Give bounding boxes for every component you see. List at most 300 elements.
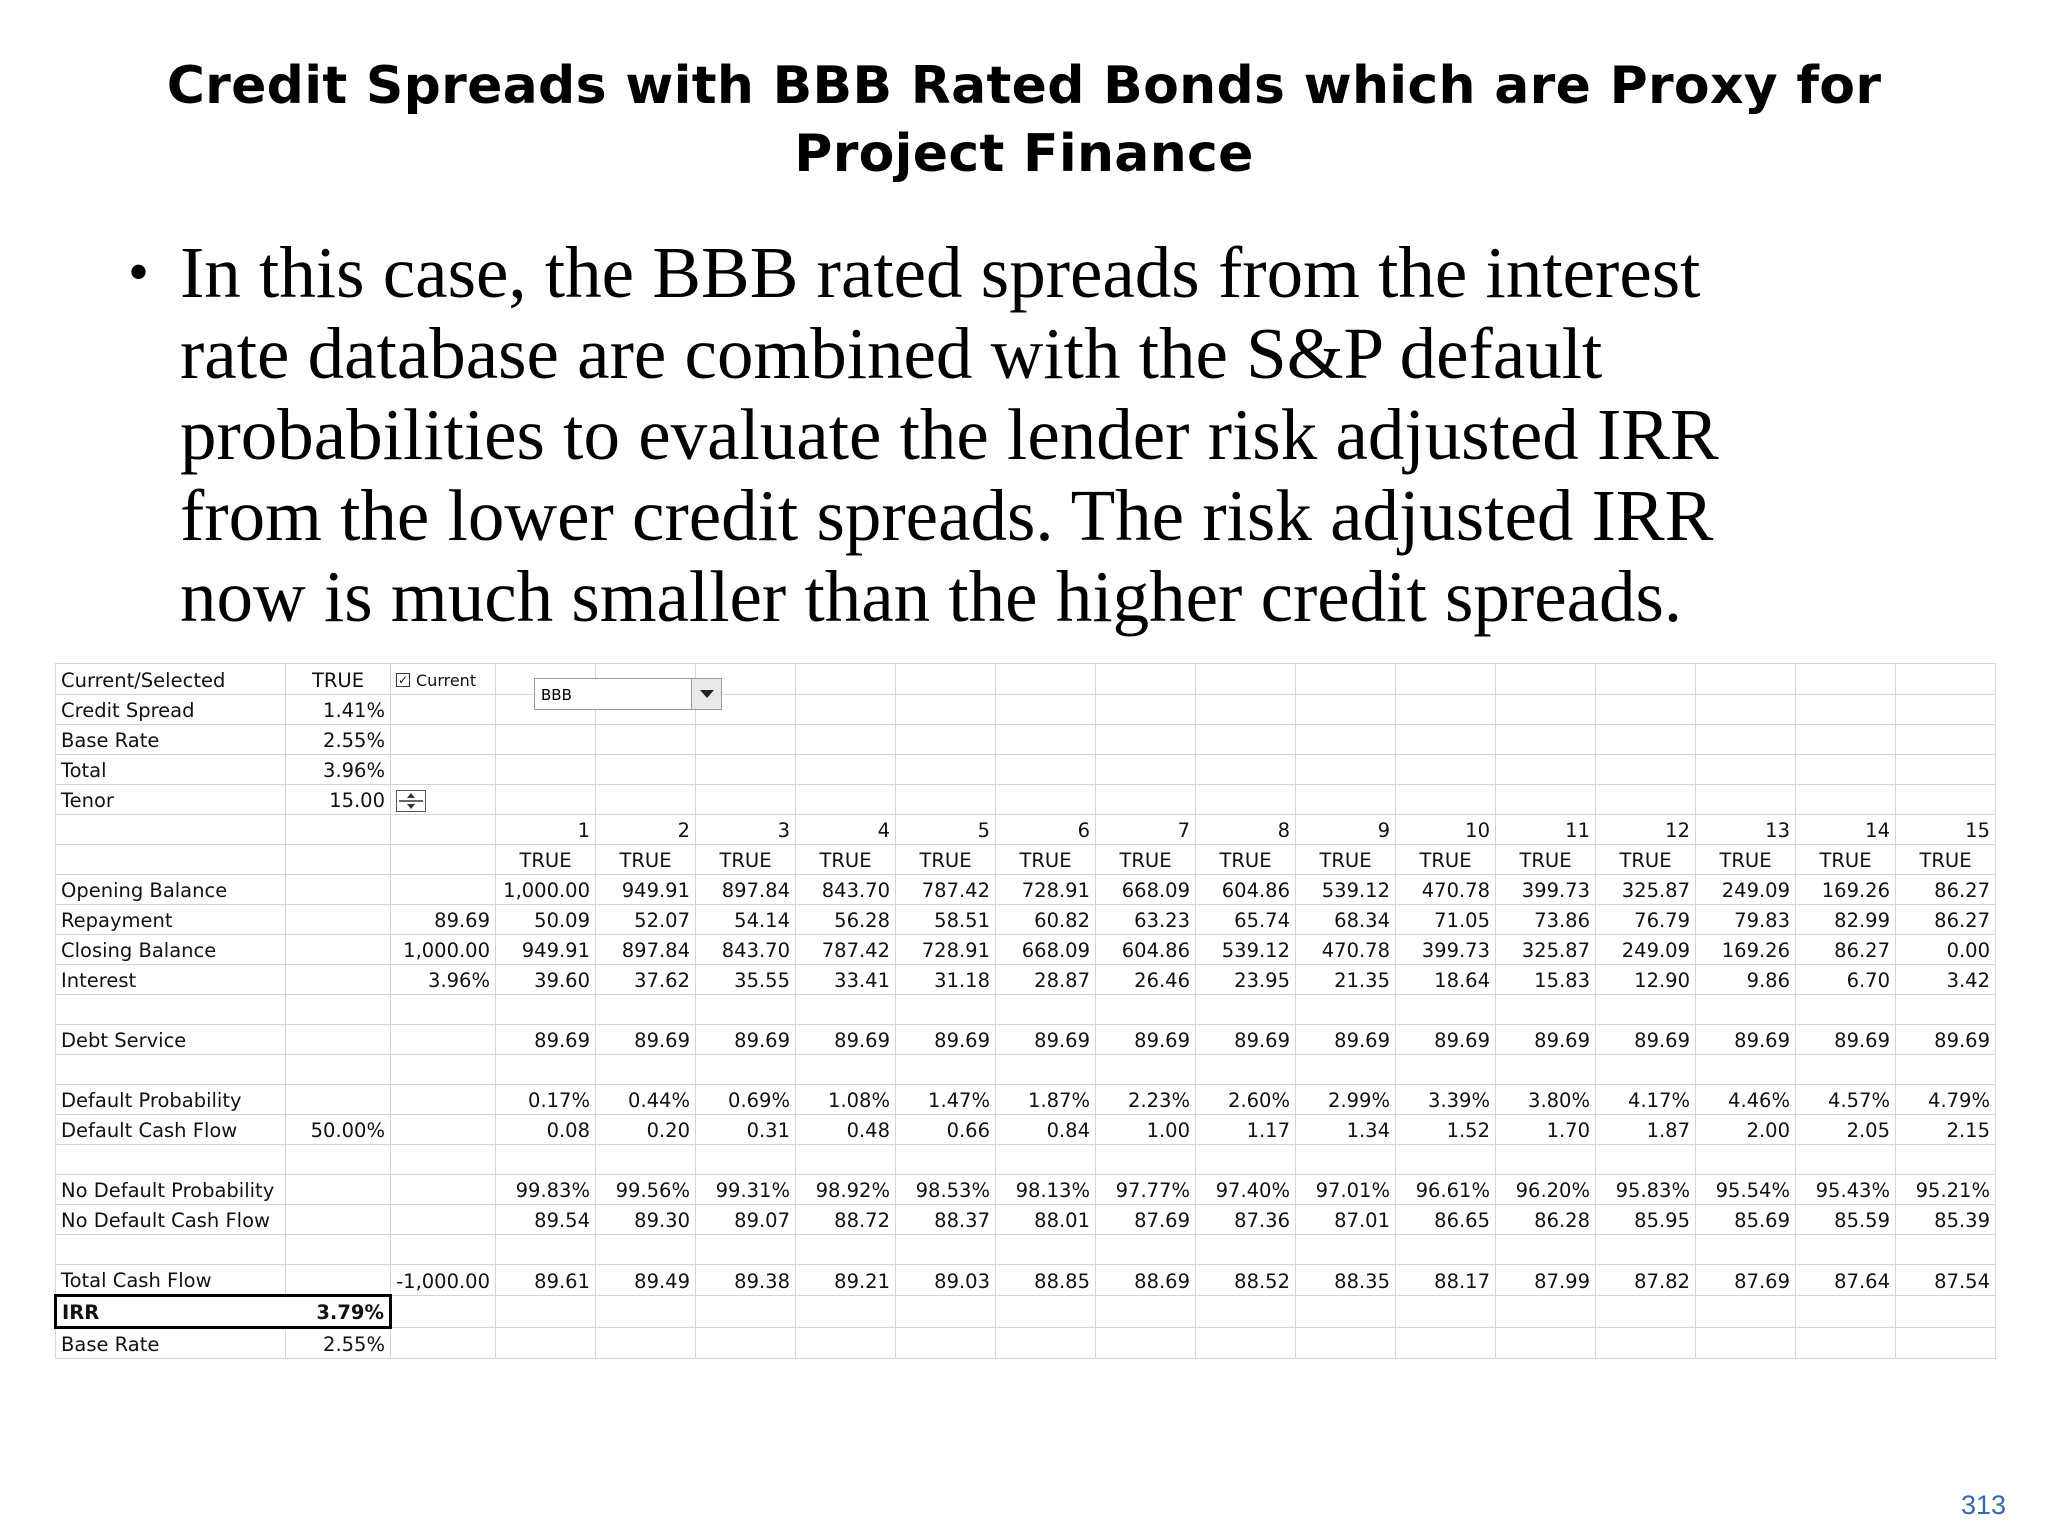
value-cell: 843.70 [796,874,896,904]
row-label: Default Cash Flow [56,1114,286,1144]
value-cell: 99.56% [596,1174,696,1204]
value-cell: 0.08 [496,1114,596,1144]
value-cell: 39.60 [496,964,596,994]
page-number: 313 [1960,1490,2006,1520]
value-cell: 58.51 [896,904,996,934]
bullet-line: rate database are combined with the S&P default [180,313,1603,394]
value-cell: 89.38 [696,1264,796,1295]
row-repayment [56,904,1996,934]
result-base-rate-label: Base Rate [56,1327,286,1358]
cell [896,1234,996,1264]
value-cell: 89.69 [1696,1024,1796,1054]
value-cell: 96.61% [1396,1174,1496,1204]
value-cell: 6.70 [1796,964,1896,994]
value-cell: 89.30 [596,1204,696,1234]
flag-cell: TRUE [896,844,996,874]
value-cell: 3.39% [1396,1084,1496,1114]
value-cell: 68.34 [1296,904,1396,934]
value-cell: 37.62 [596,964,696,994]
current-checkbox[interactable] [396,667,476,694]
value-cell: 89.69 [496,1024,596,1054]
value-cell: 85.69 [1696,1204,1796,1234]
cell [896,1144,996,1174]
value-cell: 2.23% [1096,1084,1196,1114]
rating-dropdown-value: BBB [541,686,572,704]
value-cell: 2.15 [1896,1114,1996,1144]
row-total [56,754,1996,784]
value-cell: 71.05 [1396,904,1496,934]
value-cell: 88.37 [896,1204,996,1234]
value-cell: 1.47% [896,1084,996,1114]
cell [1196,994,1296,1024]
row-label: Repayment [56,904,286,934]
value-cell: 325.87 [1496,934,1596,964]
value-cell: 87.64 [1796,1264,1896,1295]
value-cell: 35.55 [696,964,796,994]
cell [596,994,696,1024]
value-cell: 26.46 [1096,964,1196,994]
value-cell: 949.91 [496,934,596,964]
value-cell: 668.09 [1096,874,1196,904]
checkbox-checked-icon[interactable]: ✓ [397,673,409,687]
cell [796,1144,896,1174]
cell [391,1174,496,1204]
value-cell: 249.09 [1596,934,1696,964]
value-cell: 63.23 [1096,904,1196,934]
value-cell: 249.09 [1696,874,1796,904]
flag-cell: TRUE [1296,844,1396,874]
row-blank [56,1234,1996,1264]
value-cell: 3.80% [1496,1084,1596,1114]
value-cell: 0.20 [596,1114,696,1144]
period-header: 8 [1196,814,1296,844]
slide-title [0,52,2048,188]
value-cell: 89.54 [496,1204,596,1234]
cell [286,994,391,1024]
cell [1596,994,1696,1024]
cell [896,1054,996,1084]
cell [1796,1054,1896,1084]
value-cell: 0.31 [696,1114,796,1144]
cell [1196,1144,1296,1174]
value-cell: 21.35 [1296,964,1396,994]
cell [796,1234,896,1264]
cell [56,844,286,874]
value-cell: 89.61 [496,1264,596,1295]
row-no-default-probability [56,1174,1996,1204]
cell [596,1054,696,1084]
value-cell: 897.84 [596,934,696,964]
value-cell: 89.69 [1496,1024,1596,1054]
value-cell: 79.83 [1696,904,1796,934]
cell [391,994,496,1024]
value-cell: 604.86 [1196,874,1296,904]
row-label: Opening Balance [56,874,286,904]
value-cell: 89.69 [1296,1024,1396,1054]
value-cell: 87.36 [1196,1204,1296,1234]
value-cell: 325.87 [1596,874,1696,904]
value-cell: 85.59 [1796,1204,1896,1234]
cell [391,874,496,904]
value-cell: 1.52 [1396,1114,1496,1144]
value-cell: 95.54% [1696,1174,1796,1204]
row-default-probability [56,1084,1996,1114]
value-cell: 28.87 [996,964,1096,994]
value-cell: 33.41 [796,964,896,994]
period-header: 3 [696,814,796,844]
value-cell: 169.26 [1696,934,1796,964]
value-cell: 1.70 [1496,1114,1596,1144]
current-selected-value[interactable]: TRUE [286,664,391,695]
result-base-rate-value: 2.55% [286,1327,391,1358]
row-irr [56,1295,1996,1327]
cell [286,1054,391,1084]
value-cell: 4.79% [1896,1084,1996,1114]
cell [391,1054,496,1084]
value-cell: 89.07 [696,1204,796,1234]
value-cell: 99.83% [496,1174,596,1204]
cell [391,1114,496,1144]
bullet-line: In this case, the BBB rated spreads from the interest [180,232,1701,313]
cell [1296,1054,1396,1084]
value-cell: 88.52 [1196,1264,1296,1295]
cell [1196,1234,1296,1264]
value-cell: 31.18 [896,964,996,994]
value-cell: 2.05 [1796,1114,1896,1144]
row-label: Interest [56,964,286,994]
cell [1096,994,1196,1024]
cell [1896,994,1996,1024]
row-debt-service [56,1024,1996,1054]
value-cell: 2.00 [1696,1114,1796,1144]
spinner-icon[interactable] [396,790,426,812]
value-cell: 76.79 [1596,904,1696,934]
flag-cell: TRUE [1396,844,1496,874]
cell [696,1234,796,1264]
row-credit-spread [56,694,1996,724]
value-cell: 2.60% [1196,1084,1296,1114]
value-cell: 88.01 [996,1204,1096,1234]
value-cell: 169.26 [1796,874,1896,904]
cell [1096,1144,1196,1174]
period-header: 10 [1396,814,1496,844]
cell [996,1234,1096,1264]
value-cell: 89.69 [1896,1024,1996,1054]
value-cell: 0.17% [496,1084,596,1114]
row-label: Current/Selected [56,664,286,695]
flag-cell: TRUE [696,844,796,874]
value-cell: 89.69 [596,1024,696,1054]
flag-cell: TRUE [1796,844,1896,874]
value-cell: 89.69 [896,1024,996,1054]
cell [1696,994,1796,1024]
value-cell: 1.34 [1296,1114,1396,1144]
row-periods [56,814,1996,844]
cell [1596,1054,1696,1084]
period-header: 12 [1596,814,1696,844]
value-cell: 96.20% [1496,1174,1596,1204]
period-header: 9 [1296,814,1396,844]
row-label: Total [56,754,286,784]
chevron-down-icon[interactable] [691,679,721,709]
row-result-base-rate [56,1327,1996,1358]
value-cell: 98.53% [896,1174,996,1204]
value-cell: 89.69 [1396,1024,1496,1054]
cell [1296,1234,1396,1264]
value-cell: 54.14 [696,904,796,934]
value-cell: 897.84 [696,874,796,904]
cell [1096,1234,1196,1264]
cell [286,934,391,964]
bullet-line: from the lower credit spreads. The risk adjusted IRR [180,475,1714,556]
value-cell: 604.86 [1096,934,1196,964]
period-header: 7 [1096,814,1196,844]
cell [496,1234,596,1264]
row-opening-balance [56,874,1996,904]
period-header: 11 [1496,814,1596,844]
cell [1696,1234,1796,1264]
value-cell: 470.78 [1296,934,1396,964]
value-cell: 88.17 [1396,1264,1496,1295]
value-cell: 89.69 [1596,1024,1696,1054]
value-cell: 787.42 [896,874,996,904]
value-cell: 87.69 [1696,1264,1796,1295]
initial-value: 89.69 [391,904,496,934]
value-cell: 85.95 [1596,1204,1696,1234]
credit-spread-value[interactable]: 1.41% [286,694,391,724]
value-cell: 85.39 [1896,1204,1996,1234]
row-label: Credit Spread [56,694,286,724]
value-cell: 728.91 [996,874,1096,904]
cell [1596,1234,1696,1264]
cell [286,1144,391,1174]
cell [286,1204,391,1234]
flag-cell: TRUE [596,844,696,874]
value-cell: 97.40% [1196,1174,1296,1204]
recovery-rate-value: 50.00% [286,1114,391,1144]
row-current-selected [56,664,1996,695]
cell [996,1054,1096,1084]
cell [286,1084,391,1114]
value-cell: 98.13% [996,1174,1096,1204]
value-cell: 1.08% [796,1084,896,1114]
value-cell: 87.69 [1096,1204,1196,1234]
row-tenor [56,784,1996,814]
cell [286,1174,391,1204]
rating-dropdown[interactable] [534,678,722,710]
value-cell: 86.65 [1396,1204,1496,1234]
cell [1196,1054,1296,1084]
cell [1396,994,1496,1024]
row-base-rate [56,724,1996,754]
period-header: 15 [1896,814,1996,844]
value-cell: 0.66 [896,1114,996,1144]
cell [1796,1144,1896,1174]
cell [1496,1234,1596,1264]
cell [1596,1144,1696,1174]
value-cell: 87.99 [1496,1264,1596,1295]
cell [1396,1054,1496,1084]
cell [796,994,896,1024]
value-cell: 18.64 [1396,964,1496,994]
spreadsheet-table [54,663,1996,1359]
value-cell: 0.69% [696,1084,796,1114]
cell [1396,1234,1496,1264]
value-cell: 728.91 [896,934,996,964]
value-cell: 88.85 [996,1264,1096,1295]
cell [496,1054,596,1084]
cell [496,994,596,1024]
value-cell: 2.99% [1296,1084,1396,1114]
cell [286,904,391,934]
flag-cell: TRUE [1896,844,1996,874]
period-header: 13 [1696,814,1796,844]
cell [1896,1234,1996,1264]
value-cell: 56.28 [796,904,896,934]
flag-cell: TRUE [796,844,896,874]
cell [996,1144,1096,1174]
value-cell: 15.83 [1496,964,1596,994]
value-cell: 50.09 [496,904,596,934]
period-header: 14 [1796,814,1896,844]
bullet-text [180,232,1719,637]
cell [286,1264,391,1295]
cell [1796,994,1896,1024]
value-cell: 98.92% [796,1174,896,1204]
value-cell: 95.21% [1896,1174,1996,1204]
value-cell: 1.17 [1196,1114,1296,1144]
value-cell: 12.90 [1596,964,1696,994]
value-cell: 843.70 [696,934,796,964]
value-cell: 88.35 [1296,1264,1396,1295]
cell [286,964,391,994]
tenor-spinner-cell [391,784,496,814]
value-cell: 399.73 [1396,934,1496,964]
cell [1496,1144,1596,1174]
value-cell: 87.54 [1896,1264,1996,1295]
cell [1396,1144,1496,1174]
cell [1496,994,1596,1024]
row-label: Base Rate [56,724,286,754]
value-cell: 89.03 [896,1264,996,1295]
value-cell: 87.82 [1596,1264,1696,1295]
value-cell: 60.82 [996,904,1096,934]
cell [596,1234,696,1264]
value-cell: 399.73 [1496,874,1596,904]
value-cell: 0.84 [996,1114,1096,1144]
value-cell: 0.48 [796,1114,896,1144]
value-cell: 4.46% [1696,1084,1796,1114]
base-rate-value[interactable]: 2.55% [286,724,391,754]
value-cell: 787.42 [796,934,896,964]
cell [286,844,391,874]
checkbox-label: Current [416,670,477,690]
flag-cell: TRUE [1096,844,1196,874]
row-label: Total Cash Flow [56,1264,286,1295]
cell [391,1084,496,1114]
value-cell: 88.69 [1096,1264,1196,1295]
cell [1096,1054,1196,1084]
cell [496,1144,596,1174]
value-cell: 4.17% [1596,1084,1696,1114]
value-cell: 89.69 [796,1024,896,1054]
value-cell: 668.09 [996,934,1096,964]
cell [391,1204,496,1234]
current-checkbox-cell [391,664,496,695]
slide-title-line-1: Credit Spreads with BBB Rated Bonds which are Proxy for [166,56,1882,116]
irr-label: IRR [56,1295,286,1327]
cell [56,1054,286,1084]
value-cell: 9.86 [1696,964,1796,994]
cell [56,994,286,1024]
irr-value: 3.79% [286,1295,391,1327]
value-cell: 89.69 [1196,1024,1296,1054]
value-cell: 1.87 [1596,1114,1696,1144]
row-label: Debt Service [56,1024,286,1054]
flag-cell: TRUE [1496,844,1596,874]
cell [286,1024,391,1054]
row-no-default-cash-flow [56,1204,1996,1234]
row-closing-balance [56,934,1996,964]
row-flags [56,844,1996,874]
cell [56,1144,286,1174]
value-cell: 1,000.00 [496,874,596,904]
value-cell: 23.95 [1196,964,1296,994]
value-cell: 1.00 [1096,1114,1196,1144]
value-cell: 949.91 [596,874,696,904]
value-cell: 95.83% [1596,1174,1696,1204]
value-cell: 86.28 [1496,1204,1596,1234]
cell [56,814,286,844]
cell [1796,1234,1896,1264]
cell [286,1234,391,1264]
row-label: No Default Probability [56,1174,286,1204]
tenor-value[interactable]: 15.00 [286,784,391,814]
value-cell: 97.01% [1296,1174,1396,1204]
initial-value: 1,000.00 [391,934,496,964]
cell [1296,1144,1396,1174]
cell [996,994,1096,1024]
value-cell: 1.87% [996,1084,1096,1114]
row-interest [56,964,1996,994]
row-label: Default Probability [56,1084,286,1114]
cell [391,814,496,844]
cell [596,1144,696,1174]
flag-cell: TRUE [496,844,596,874]
bullet-line: probabilities to evaluate the lender risk adjusted IRR [180,394,1719,475]
initial-value: -1,000.00 [391,1264,496,1295]
cell [1296,994,1396,1024]
value-cell: 89.69 [996,1024,1096,1054]
value-cell: 0.44% [596,1084,696,1114]
cell [1696,1054,1796,1084]
value-cell: 0.00 [1896,934,1996,964]
value-cell: 470.78 [1396,874,1496,904]
cell [796,1054,896,1084]
period-header: 2 [596,814,696,844]
value-cell: 95.43% [1796,1174,1896,1204]
row-label: No Default Cash Flow [56,1204,286,1234]
cell [391,1234,496,1264]
value-cell: 86.27 [1796,934,1896,964]
value-cell: 89.69 [696,1024,796,1054]
bullet-marker: • [128,239,150,305]
cell [896,994,996,1024]
row-label: Tenor [56,784,286,814]
value-cell: 88.72 [796,1204,896,1234]
flag-cell: TRUE [1696,844,1796,874]
value-cell: 539.12 [1296,874,1396,904]
